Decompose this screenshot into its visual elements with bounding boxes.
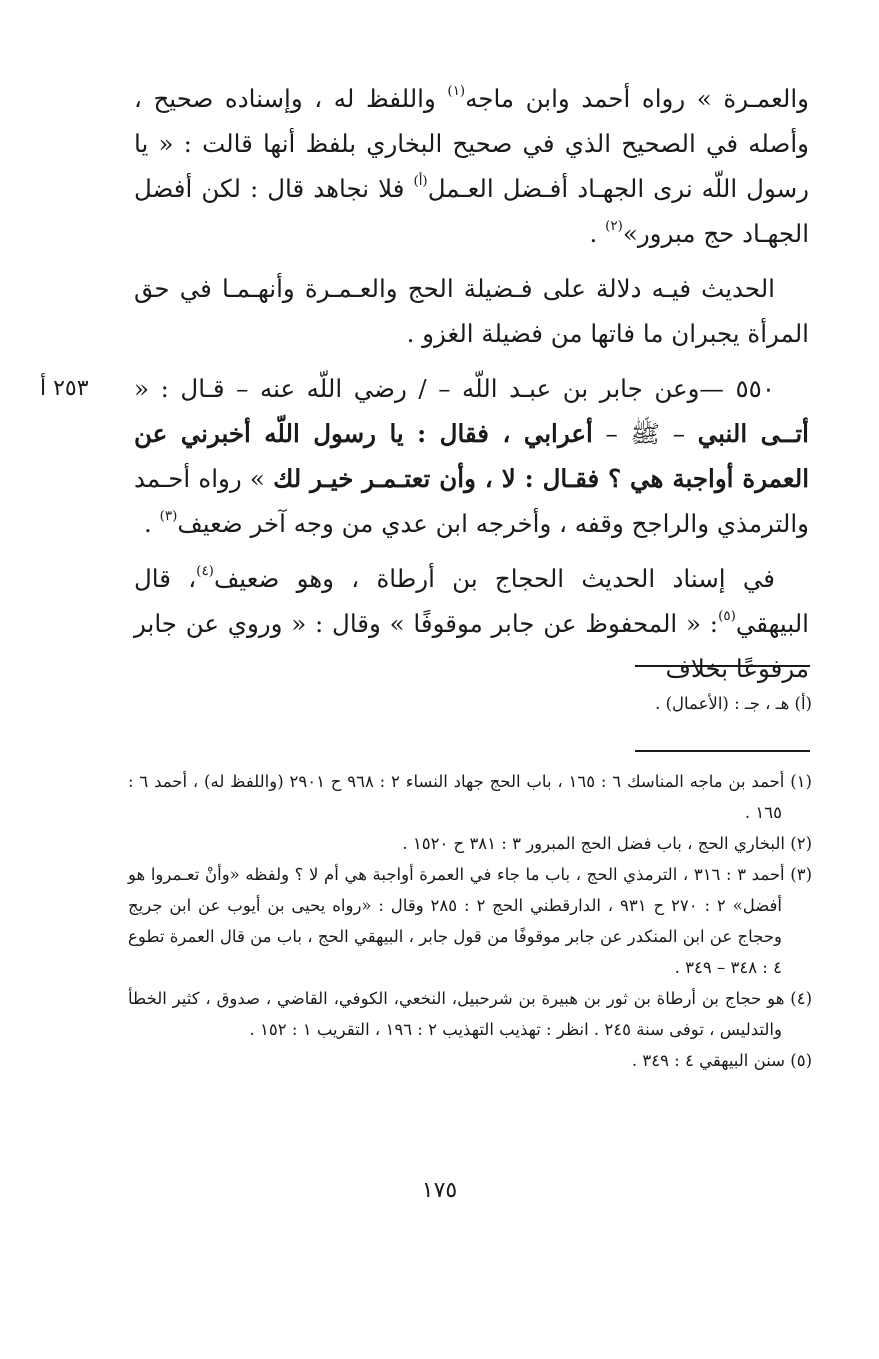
footnote-a: (أ) هـ ، جـ : (الأعمال) . bbox=[655, 694, 812, 713]
paragraph-commentary bbox=[134, 266, 809, 356]
footnotes-list bbox=[128, 766, 812, 1076]
footnote-ref-a[interactable]: (أ) bbox=[413, 172, 428, 189]
footnote-ref-2[interactable]: (٢) bbox=[605, 217, 623, 234]
footnote-ref-5[interactable]: (٥) bbox=[718, 607, 736, 624]
hadith-matn: أعرابي ، فقال : يا رسول اللّه أخبرني عن العمرة أواجبة هي ؟ فقـال : لا ، وأن تعتـمـر خيـر لك bbox=[134, 419, 810, 493]
commentary-text: الحديث فيـه دلالة على فـضيلة الحج والعـمـرة وأنهـمـا في حق المرأة يجبران ما فاتها من فضيلة الغزو . bbox=[134, 274, 809, 348]
manuscript-folio-note: ٢٥٣ أ bbox=[40, 376, 89, 401]
footnote-4: (٤) هو حجاج بن أرطاة بن ثور بن هبيرة بن شرحبيل، النخعي، الكوفي، القاضي ، صدوق ، كثير الخطأ والتدليس ، توفى سنة ٢٤٥ . انظر : تهذيب التهذيب ٢ : ١٩٦ ، التقريب ١ : ١٥٢ . bbox=[128, 989, 812, 1039]
text-segment: . bbox=[589, 219, 606, 248]
separator-rule bbox=[635, 750, 810, 752]
footnote-2: (٢) البخاري الحج ، باب فضل الحج المبرور ٣ : ٣٨١ ح ١٥٢٠ . bbox=[402, 834, 812, 853]
salutation: – ﷺ – bbox=[592, 419, 698, 448]
text-segment: فلا نجاهد قال : لكن أفضل الجهـاد حج مبرور» bbox=[134, 174, 809, 248]
footnote-5: (٥) سنن البيهقي ٤ : ٣٤٩ . bbox=[631, 1051, 812, 1070]
paragraph-isnad-commentary bbox=[134, 556, 809, 691]
page-number: ١٧٥ bbox=[421, 1178, 458, 1203]
hadith-intro: ٥٥٠ —وعن جابر بن عبـد اللّه – / رضي اللّه عنه – قـال : « bbox=[134, 374, 775, 403]
footnote-ref-1[interactable]: (١) bbox=[447, 82, 466, 99]
paragraph-hadith-550 bbox=[134, 366, 809, 546]
text-segment: والعمـرة » رواه أحمد وابن ماجه bbox=[465, 84, 809, 113]
hadith-takhrij: » رواه أحـمد والترمذي والراجح وقفه ، وأخرجه ابن عدي من وجه آخر ضعيف bbox=[134, 464, 809, 538]
variant-footnotes bbox=[128, 688, 812, 719]
text-segment: . bbox=[143, 509, 160, 538]
text-segment: ، قال البيهقي bbox=[134, 564, 809, 638]
hadith-matn-start: أتــى النبي bbox=[697, 419, 809, 448]
footnote-ref-3[interactable]: (٣) bbox=[159, 507, 178, 524]
footnote-3: (٣) أحمد ٣ : ٣١٦ ، الترمذي الحج ، باب ما جاء في العمرة أواجبة هي أم لا ؟ ولفظه «وأنْ تعـمروا هو أفضل» ٢ : ٢٧٠ ح ٩٣١ ، الدارقطني الحج ٢ : ٢٨٥ وقال : «رواه يحيى بن أيوب عن ابن جريج وحجاج عن ابن المنكدر عن جابر موقوفًا من قول جابر ، البيهقي الحج ، باب من قال العمرة تطوع ٤ : ٣٤٨ – ٣٤٩ . bbox=[128, 865, 812, 977]
paragraph-hadith-continuation bbox=[134, 76, 809, 256]
footnote-1: (١) أحمد بن ماجه المناسك ٦ : ١٦٥ ، باب الحج جهاد النساء ٢ : ٩٦٨ ح ٢٩٠١ (واللفظ له) ، أحمد ٦ : ١٦٥ . bbox=[128, 772, 812, 822]
separator-rule bbox=[635, 665, 810, 667]
footnote-ref-4[interactable]: (٤) bbox=[196, 562, 214, 579]
text-segment: واللفظ له ، وإسناده صحيح ، وأصله في الصحيح الذي في صحيح البخاري بلفظ أنها قالت : « يا رسول اللّه نرى الجهـاد أفـضل العـمل bbox=[134, 84, 809, 203]
text-segment: : « المحفوظ عن جابر موقوفًا » وقال : « وروي عن جابر مرفوعًا بخلاف bbox=[134, 609, 809, 683]
text-segment: في إسناد الحديث الحجاج بن أرطاة ، وهو ضعيف bbox=[213, 564, 775, 593]
